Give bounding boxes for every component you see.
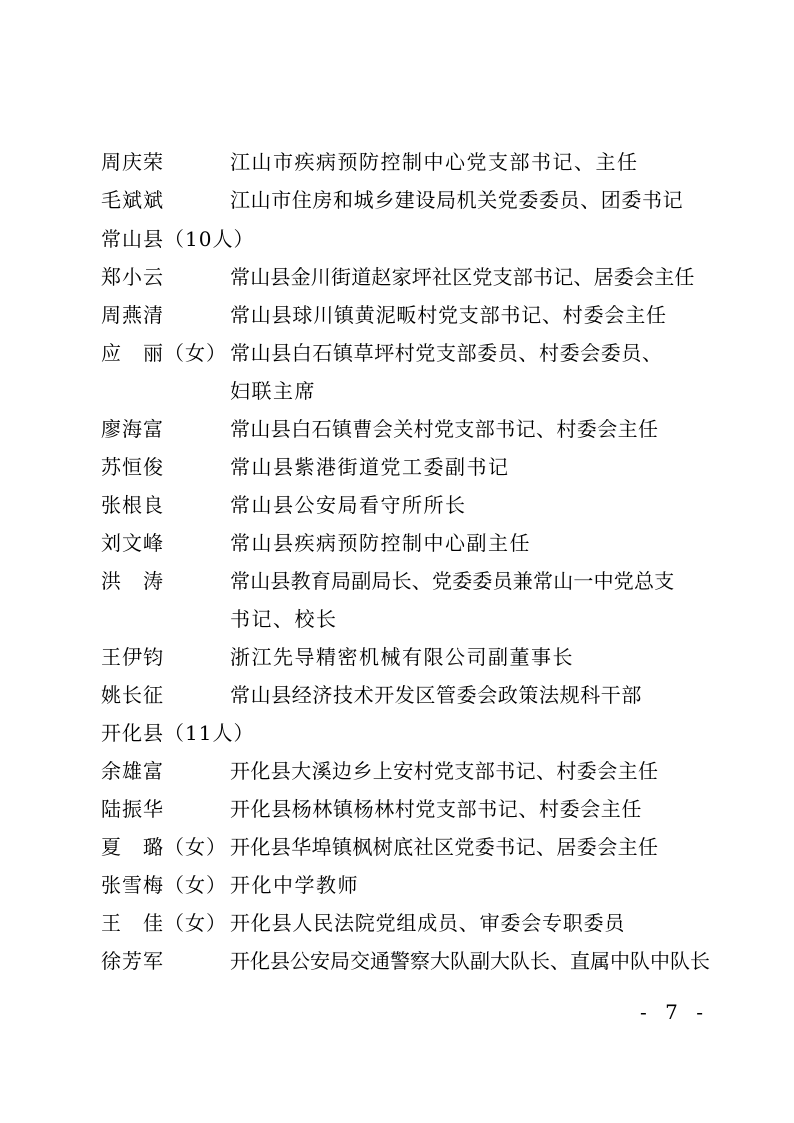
section-header-changshan (101, 220, 254, 258)
section-header-text: 常山县（10人） (101, 227, 255, 251)
person-name: 姚长征 (101, 683, 164, 707)
person-title: 开化县公安局交通警察大队副大队长、直属中队中队长 (230, 949, 710, 973)
page-number: - 7 - (640, 1000, 709, 1024)
person-title: 常山县白石镇曹会关村党支部书记、村委会主任 (230, 417, 659, 441)
person-name: 陆振华 (101, 797, 164, 821)
person-title: 常山县金川街道赵家坪社区党支部书记、居委会主任 (230, 265, 695, 289)
person-name: 徐芳军 (101, 949, 164, 973)
person-name: 周庆荣 (101, 150, 164, 174)
person-title: 常山县疾病预防控制中心副主任 (230, 531, 531, 555)
person-name: 苏恒俊 (101, 455, 164, 479)
person-title-continued: 书记、校长 (230, 607, 338, 631)
person-name: 毛斌斌 (101, 188, 164, 212)
person-name: 王 佳（女） (101, 911, 227, 935)
person-name: 郑小云 (101, 265, 164, 289)
person-title: 江山市疾病预防控制中心党支部书记、主任 (230, 150, 639, 174)
person-title: 常山县经济技术开发区管委会政策法规科干部 (230, 683, 642, 707)
person-title: 开化县华埠镇枫树底社区党委书记、居委会主任 (230, 835, 659, 859)
person-title: 常山县球川镇黄泥畈村党支部书记、村委会主任 (230, 303, 667, 327)
person-name: 刘文峰 (101, 531, 164, 555)
person-title: 常山县紫港街道党工委副书记 (230, 455, 510, 479)
section-header-text: 开化县（11人） (101, 721, 255, 745)
person-name: 张根良 (101, 493, 164, 517)
person-name: 余雄富 (101, 759, 164, 783)
person-title: 开化中学教师 (230, 873, 359, 897)
person-title: 常山县公安局看守所所长 (230, 493, 467, 517)
person-name: 洪 涛 (101, 569, 164, 593)
person-title: 常山县白石镇草坪村党支部委员、村委会委员、 (230, 341, 663, 365)
person-name: 夏 璐（女） (101, 835, 227, 859)
person-name: 周燕清 (101, 303, 164, 327)
person-name: 廖海富 (101, 417, 164, 441)
person-title: 浙江先导精密机械有限公司副董事长 (230, 645, 574, 669)
person-name: 应 丽（女） (101, 341, 227, 365)
person-name: 张雪梅（女） (101, 873, 227, 897)
person-title: 常山县教育局副局长、党委委员兼常山一中党总支 (230, 569, 675, 593)
person-title: 开化县大溪边乡上安村党支部书记、村委会主任 (230, 759, 659, 783)
section-header-kaihua (101, 714, 254, 752)
person-title: 开化县人民法院党组成员、审委会专职委员 (230, 911, 626, 935)
person-name: 王伊钧 (101, 645, 164, 669)
person-title-continued: 妇联主席 (230, 379, 316, 403)
person-title: 江山市住房和城乡建设局机关党委委员、团委书记 (230, 188, 684, 212)
person-title: 开化县杨林镇杨林村党支部书记、村委会主任 (230, 797, 642, 821)
